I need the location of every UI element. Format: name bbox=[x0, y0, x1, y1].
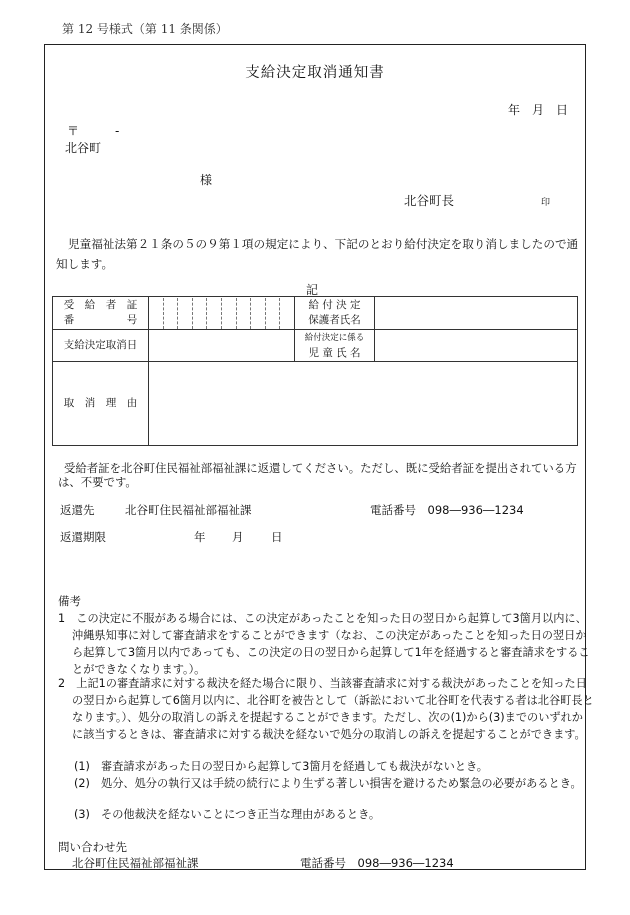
cancel-reason-field[interactable] bbox=[149, 362, 578, 446]
child-name-label: 給付決定に係る 児 童 氏 名 bbox=[295, 330, 375, 362]
recipient-number-boxes[interactable] bbox=[149, 297, 295, 330]
return-destination: 返還先 北谷町住民福祉部福祉課 電話番号 098―936―1234 bbox=[60, 503, 524, 517]
remark-2-item-3: (3) その他裁決を経ないことにつき正当な理由があるとき。 bbox=[74, 808, 381, 821]
remark-2-item-1: (1) 審査請求があった日の翌日から起算して3箇月を経過しても裁決がないとき。 bbox=[74, 760, 488, 773]
remark-1: 1 この決定に不服がある場合には、この決定があったことを知った日の翌日から起算して3箇月以内に、沖縄県知事に対して審査請求をすることができます（なお、この決定があったことを知った日の翌日から起算して3箇月以内であっても、この決定の日の翌日から起算して1年を経過すると審査請求をすることができなくなります。）。 bbox=[58, 612, 590, 676]
document-title: 支給決定取消通知書 bbox=[245, 65, 385, 81]
notice-body: 児童福祉法第２１条の５の９第１項の規定により、下記のとおり給付決定を取り消しましたので通知します。 bbox=[56, 237, 579, 271]
recipient-address: 北谷町 bbox=[65, 141, 102, 155]
document-frame bbox=[44, 44, 586, 870]
cancel-reason-label: 取 消 理 由 bbox=[53, 362, 149, 446]
guardian-name-label: 給 付 決 定 保護者氏名 bbox=[295, 297, 375, 330]
return-deadline: 返還期限 年 月 日 bbox=[60, 530, 283, 544]
recipient-honorific: 様 bbox=[200, 173, 213, 187]
issue-date: 年 月 日 bbox=[508, 103, 569, 117]
return-tel: 電話番号 098―936―1234 bbox=[370, 503, 524, 517]
cancel-date-field[interactable] bbox=[149, 330, 295, 362]
return-notice: 受給者証を北谷町住民福祉部福祉課に返還してください。ただし、既に受給者証を提出されている方は、不要です。 bbox=[58, 461, 577, 489]
ki-heading: 記 bbox=[306, 283, 319, 297]
remark-2-item-2: (2) 処分、処分の執行又は手続の続行により生ずる著しい損害を避けるため緊急の必要があるとき。 bbox=[74, 777, 582, 790]
decision-table bbox=[52, 296, 578, 446]
remark-2: 2 上記1の審査請求に対する裁決を経た場合に限り、当該審査請求に対する裁決があったことを知った日の翌日から起算して6箇月以内に、北谷町を被告として（訴訟において北谷町を代表する者は北谷町長となります。）、処分の取消しの訴えを提起することができます。ただし、次の(1)から(3)までのいずれかに該当するときは、審査請求に対する裁決を経ないで処分の取消しの訴えを提起することができます。 bbox=[58, 677, 594, 741]
contact-dept: 北谷町住民福祉部福祉課 bbox=[72, 856, 199, 870]
form-number-label: 第 12 号様式（第 11 条関係） bbox=[62, 22, 228, 36]
remarks-heading: 備考 bbox=[58, 594, 81, 608]
contact-tel: 電話番号 098―936―1234 bbox=[300, 856, 454, 870]
postal-code: 〒 - bbox=[67, 124, 120, 138]
issuer-name: 北谷町長 bbox=[404, 193, 455, 208]
return-dept: 北谷町住民福祉部福祉課 bbox=[125, 503, 252, 517]
cancel-date-label: 支給決定取消日 bbox=[53, 330, 149, 362]
guardian-name-field[interactable] bbox=[375, 297, 578, 330]
seal-mark: 印 bbox=[541, 198, 551, 208]
recipient-number-label: 受 給 者 証 番 号 bbox=[53, 297, 149, 330]
child-name-field[interactable] bbox=[375, 330, 578, 362]
contact-heading: 問い合わせ先 bbox=[58, 840, 127, 854]
